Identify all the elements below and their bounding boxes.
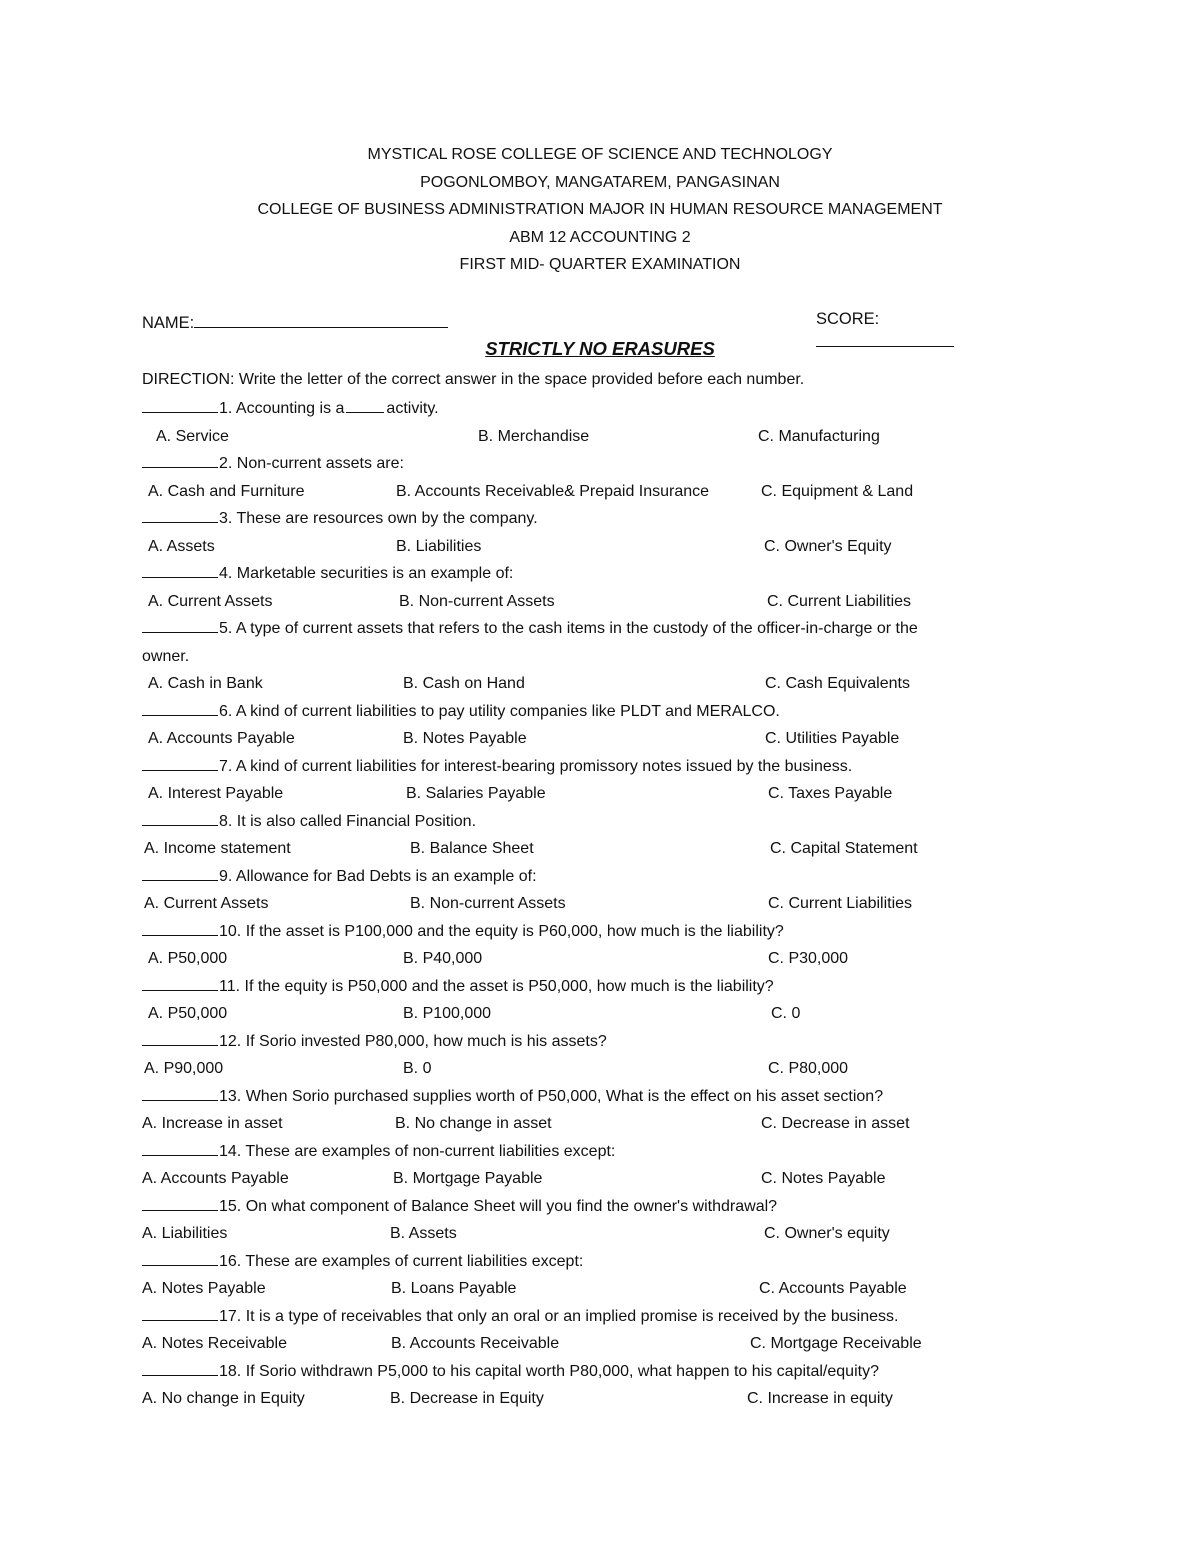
score-label: SCORE:	[816, 310, 880, 328]
direction-text: DIRECTION: Write the letter of the correct answer in the space provided before each number.	[142, 371, 805, 388]
question-5	[142, 615, 1022, 643]
choices-row	[142, 890, 1022, 918]
question-text: 7. A kind of current liabilities for interest-bearing promissory notes issued by the business.	[219, 757, 853, 775]
question-text: 8. It is also called Financial Position.	[219, 812, 477, 830]
choice-b: B. Merchandise	[478, 427, 590, 445]
choice-a: A. Income statement	[144, 840, 291, 857]
question-text: 6. A kind of current liabilities to pay utility companies like PLDT and MERALCO.	[219, 702, 780, 720]
choice-b: B. Non-current Assets	[410, 895, 566, 912]
choices-row	[142, 1220, 1022, 1248]
answer-blank[interactable]	[142, 1194, 218, 1211]
choice-a: A. Current Assets	[144, 895, 269, 912]
choice-a: A. Service	[156, 427, 229, 445]
question-17	[142, 1303, 1022, 1331]
question-text: 2. Non-current assets are:	[219, 455, 404, 472]
choice-b: B. Mortgage Payable	[393, 1170, 543, 1187]
choice-b: B. Assets	[390, 1225, 457, 1242]
question-14	[142, 1138, 1022, 1166]
school-name: MYSTICAL ROSE COLLEGE OF SCIENCE AND TECHNOLOGY	[367, 146, 833, 163]
choice-a: A. Notes Payable	[142, 1280, 266, 1297]
choice-c: C. Notes Payable	[761, 1170, 886, 1187]
choice-a: A. Accounts Payable	[142, 1170, 289, 1187]
question-text: 9. Allowance for Bad Debts is an example of:	[219, 867, 537, 885]
answer-blank[interactable]	[142, 1359, 218, 1376]
question-3	[142, 505, 1022, 533]
college-name: COLLEGE OF BUSINESS ADMINISTRATION MAJOR IN HUMAN RESOURCE MANAGEMENT	[257, 201, 943, 218]
choices-row	[142, 1110, 1022, 1138]
answer-blank[interactable]	[142, 1084, 218, 1101]
choice-a: A. P50,000	[148, 1005, 228, 1022]
school-address: POGONLOMBOY, MANGATAREM, PANGASINAN	[420, 173, 780, 191]
question-text: 4. Marketable securities is an example of:	[219, 565, 514, 582]
choice-b: B. 0	[403, 1060, 432, 1077]
choice-c: C. P80,000	[768, 1060, 849, 1077]
question-6	[142, 698, 1022, 726]
question-text: 10. If the asset is P100,000 and the equity is P60,000, how much is the liability?	[219, 922, 784, 940]
answer-blank[interactable]	[142, 451, 218, 468]
choice-b: B. Non-current Assets	[399, 592, 555, 610]
answer-blank[interactable]	[142, 974, 218, 991]
choice-b: B. Accounts Receivable	[391, 1335, 560, 1352]
choice-b: B. Cash on Hand	[403, 675, 525, 692]
name-field[interactable]	[142, 310, 448, 333]
answer-blank[interactable]	[142, 396, 218, 413]
no-erasures-notice: STRICTLY NO ERASURES	[485, 338, 715, 359]
question-text: 17. It is a type of receivables that only an oral or an implied promise is received by the business.	[219, 1307, 899, 1325]
choice-c: C. Increase in equity	[747, 1390, 893, 1407]
choices-row	[142, 1330, 1022, 1358]
choice-a: A. Cash and Furniture	[148, 482, 305, 500]
choice-a: A. P90,000	[144, 1060, 224, 1077]
question-text-end: activity.	[386, 400, 439, 417]
choice-a: A. Notes Receivable	[142, 1335, 287, 1352]
choice-b: B. P100,000	[403, 1005, 492, 1022]
choice-c: C. Accounts Payable	[759, 1280, 907, 1297]
name-label: NAME:	[142, 314, 195, 332]
question-1	[142, 395, 1022, 423]
question-text: 16. These are examples of current liabilities except:	[219, 1252, 584, 1270]
answer-blank[interactable]	[142, 616, 218, 633]
choices-row	[142, 670, 1022, 698]
answer-blank[interactable]	[142, 919, 218, 936]
question-text: 1. Accounting is a	[219, 400, 345, 417]
question-text: 3. These are resources own by the company.	[219, 510, 538, 527]
choices-row	[142, 780, 1022, 808]
choice-a: A. Cash in Bank	[148, 675, 263, 692]
question-text: 18. If Sorio withdrawn P5,000 to his capital worth P80,000, what happen to his capital/equity?	[219, 1362, 879, 1380]
choices-row	[142, 725, 1022, 753]
question-13	[142, 1083, 1022, 1111]
choice-a: A. Current Assets	[148, 592, 273, 610]
question-4	[142, 560, 1022, 588]
student-info-row	[142, 310, 1012, 334]
choice-c: C. Equipment & Land	[761, 482, 914, 500]
choices-row	[142, 1055, 1022, 1083]
choice-b: B. Liabilities	[396, 537, 482, 555]
question-9	[142, 863, 1022, 891]
choice-c: C. Current Liabilities	[768, 895, 913, 912]
choice-c: C. Utilities Payable	[765, 730, 900, 747]
question-list	[142, 395, 1022, 1413]
choices-row	[142, 588, 1022, 616]
choice-b: B. Loans Payable	[391, 1280, 517, 1297]
question-11	[142, 973, 1022, 1001]
choice-a: A. Increase in asset	[142, 1115, 283, 1132]
question-16	[142, 1248, 1022, 1276]
name-line[interactable]	[194, 310, 448, 328]
question-text-continued: owner.	[142, 647, 190, 665]
answer-blank[interactable]	[142, 864, 218, 881]
choice-a: A. No change in Equity	[142, 1390, 305, 1407]
choice-b: B. P40,000	[403, 950, 483, 967]
choice-a: A. Assets	[148, 537, 215, 555]
choices-row	[142, 1000, 1022, 1028]
question-text: 13. When Sorio purchased supplies worth of P50,000, What is the effect on his asset section?	[219, 1087, 884, 1105]
question-text: 14. These are examples of non-current liabilities except:	[219, 1142, 616, 1160]
choice-a: A. Accounts Payable	[148, 730, 295, 747]
choice-c: C. Owner's equity	[764, 1225, 890, 1242]
question-15	[142, 1193, 1022, 1221]
choice-c: C. Mortgage Receivable	[750, 1335, 922, 1352]
answer-blank[interactable]	[142, 1249, 218, 1266]
choices-row	[142, 835, 1022, 863]
exam-header	[0, 141, 1200, 279]
question-18	[142, 1358, 1022, 1386]
choice-c: C. Cash Equivalents	[765, 675, 910, 692]
question-text: 5. A type of current assets that refers to the cash items in the custody of the officer-in-charge or the	[219, 620, 918, 637]
choice-a: A. Interest Payable	[148, 785, 284, 802]
choice-a: A. Liabilities	[142, 1225, 228, 1242]
question-2	[142, 450, 1022, 478]
choices-row	[142, 1275, 1022, 1303]
question-text: 11. If the equity is P50,000 and the asset is P50,000, how much is the liability?	[219, 977, 774, 995]
exam-title: FIRST MID- QUARTER EXAMINATION	[459, 256, 741, 273]
choices-row	[142, 945, 1022, 973]
choice-b: B. Decrease in Equity	[390, 1390, 544, 1407]
question-8	[142, 808, 1022, 836]
choice-c: C. P30,000	[768, 950, 849, 967]
choices-row	[142, 1385, 1022, 1413]
answer-blank[interactable]	[142, 1304, 218, 1321]
fill-in-blank	[346, 398, 384, 413]
question-12	[142, 1028, 1022, 1056]
choice-b: B. No change in asset	[395, 1115, 552, 1132]
choices-row	[142, 478, 1022, 506]
question-text: 15. On what component of Balance Sheet will you find the owner's withdrawal?	[219, 1197, 778, 1215]
answer-blank[interactable]	[142, 561, 218, 578]
answer-blank[interactable]	[142, 699, 218, 716]
choice-b: B. Accounts Receivable& Prepaid Insurance	[396, 482, 710, 500]
subject-title: ABM 12 ACCOUNTING 2	[509, 228, 691, 246]
choice-c: C. 0	[771, 1005, 801, 1022]
answer-blank[interactable]	[142, 754, 218, 771]
answer-blank[interactable]	[142, 1029, 218, 1046]
choice-b: B. Notes Payable	[403, 730, 527, 747]
choice-c: C. Decrease in asset	[761, 1115, 910, 1132]
choice-b: B. Salaries Payable	[406, 785, 546, 802]
question-10	[142, 918, 1022, 946]
question-7	[142, 753, 1022, 781]
choice-c: C. Owner's Equity	[764, 537, 892, 555]
answer-blank[interactable]	[142, 809, 218, 826]
choice-c: C. Capital Statement	[770, 840, 918, 857]
choices-row	[142, 423, 1022, 451]
choice-a: A. P50,000	[148, 950, 228, 967]
choices-row	[142, 1165, 1022, 1193]
choice-c: C. Manufacturing	[758, 427, 880, 445]
choices-row	[142, 533, 1022, 561]
answer-blank[interactable]	[142, 506, 218, 523]
answer-blank[interactable]	[142, 1139, 218, 1156]
choice-c: C. Current Liabilities	[767, 592, 912, 610]
question-text: 12. If Sorio invested P80,000, how much is his assets?	[219, 1032, 607, 1050]
choice-b: B. Balance Sheet	[410, 840, 534, 857]
choice-c: C. Taxes Payable	[768, 785, 893, 802]
